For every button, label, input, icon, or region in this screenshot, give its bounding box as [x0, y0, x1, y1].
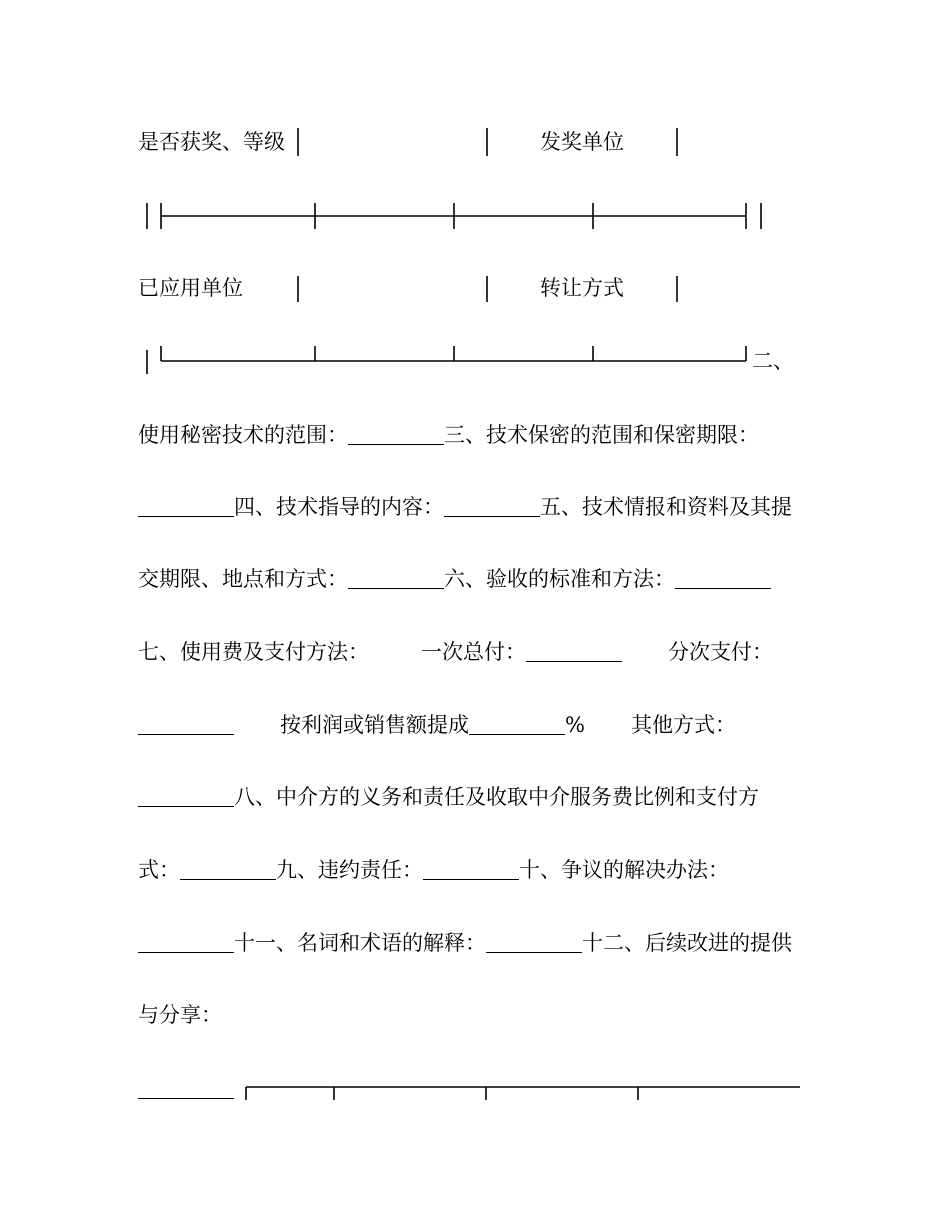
fill-blank[interactable] [138, 784, 234, 807]
fill-blank[interactable] [675, 566, 771, 589]
fill-blank[interactable] [138, 1076, 234, 1099]
body-line-9 [138, 1000, 222, 1030]
applied-unit-label: 已应用单位 [138, 276, 243, 300]
text: 交期限、地点和方式： [138, 567, 348, 591]
body-line-3 [138, 564, 771, 594]
section-two-prefix: 二、 [752, 349, 794, 373]
body-line-7 [138, 855, 729, 885]
fill-blank[interactable] [138, 930, 234, 953]
text: 三、技术保密的范围和保密期限： [444, 423, 759, 447]
body-line-2 [138, 492, 792, 522]
text: 十一、名词和术语的解释： [234, 931, 486, 955]
fill-blank[interactable] [138, 712, 234, 735]
fill-blank[interactable] [486, 930, 582, 953]
text: 九、违约责任： [276, 858, 423, 882]
text: 六、验收的标准和方法： [444, 567, 675, 591]
body-line-10 [138, 1074, 234, 1104]
text: % [565, 713, 585, 737]
text: 分次支付： [668, 640, 773, 664]
fill-blank[interactable] [423, 857, 519, 880]
fill-blank[interactable] [348, 422, 444, 445]
award-level-label: 是否获奖、等级 [138, 130, 285, 154]
fill-blank[interactable] [180, 857, 276, 880]
text: 按利润或销售额提成 [280, 713, 469, 737]
body-line-8 [138, 928, 792, 958]
fill-blank[interactable] [526, 639, 622, 662]
text: 其他方式： [630, 713, 736, 737]
text: 十二、后续改进的提供 [582, 931, 792, 955]
body-line-1 [138, 420, 759, 450]
text: 与分享： [138, 1003, 222, 1027]
text: 一次总付： [421, 640, 526, 664]
text: 使用秘密技术的范围： [138, 423, 348, 447]
fill-blank[interactable] [469, 712, 565, 735]
text: 五、技术情报和资料及其提 [540, 495, 792, 519]
body-line-5 [138, 710, 736, 740]
fill-blank[interactable] [348, 566, 444, 589]
transfer-mode-label: 转让方式 [540, 276, 624, 300]
fill-blank[interactable] [444, 494, 540, 517]
text: 四、技术指导的内容： [234, 495, 444, 519]
text: 七、使用费及支付方法： [138, 640, 369, 664]
text: 式： [138, 858, 180, 882]
fill-blank[interactable] [138, 494, 234, 517]
text: 八、中介方的义务和责任及收取中介服务费比例和支付方 [234, 785, 759, 809]
text: 十、争议的解决办法： [519, 858, 729, 882]
body-line-6 [138, 782, 759, 812]
body-line-4 [138, 637, 773, 667]
award-unit-label: 发奖单位 [540, 130, 624, 154]
